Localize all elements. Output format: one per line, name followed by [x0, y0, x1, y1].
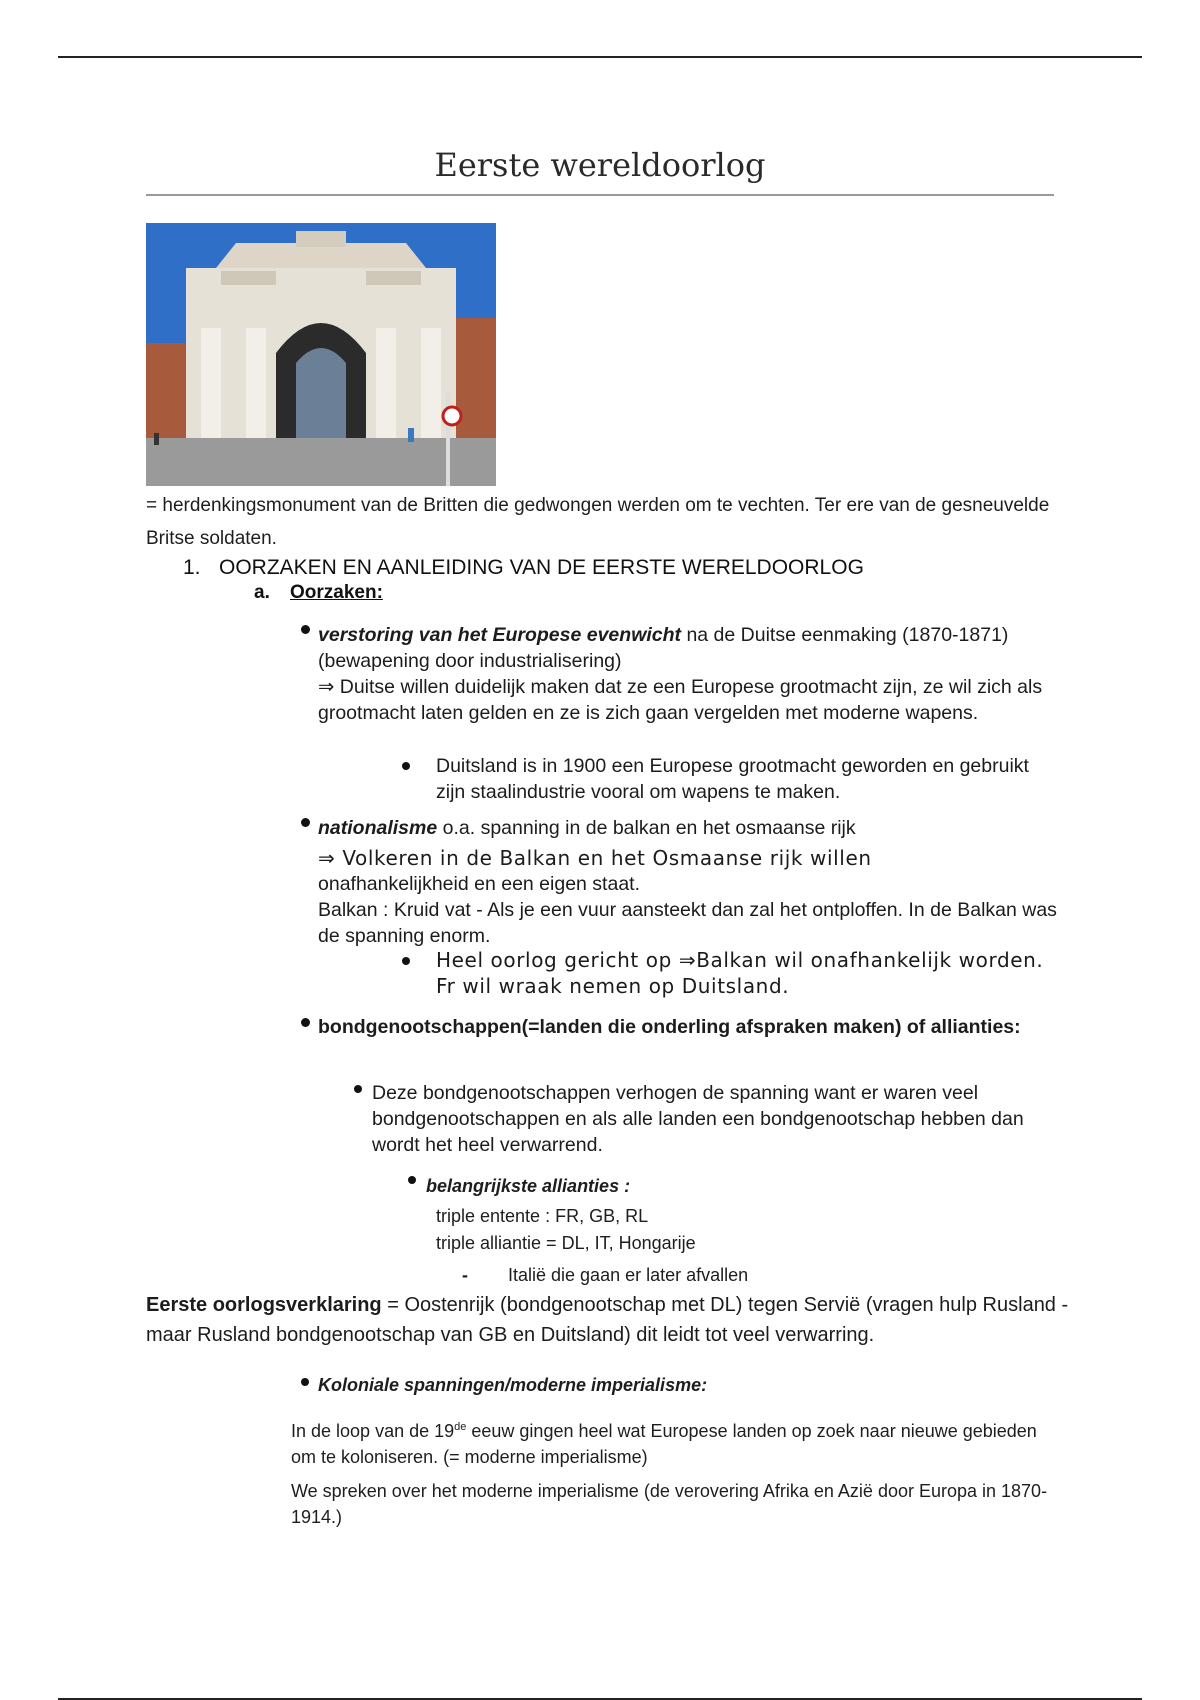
cause-bondgenootschappen: bondgenootschappen(=landen die onderling afspraken maken) of allianties:: [318, 1016, 1021, 1038]
cause-nationalisme-arrow-a: ⇒ Volkeren in de Balkan en het Osmaanse rijk willen: [318, 846, 872, 870]
bullet-icon: [402, 762, 410, 770]
cause-evenwicht: [318, 622, 1058, 726]
bullet-icon: [301, 1378, 309, 1386]
bullet-icon: [408, 1176, 416, 1184]
cause-nationalisme-balkan: Balkan : Kruid vat - Als je een vuur aansteekt dan zal het ontploffen. In de Balkan was de spanning enorm.: [318, 899, 1057, 947]
dash-marker: -: [462, 1265, 468, 1285]
header-rule: [58, 56, 1142, 58]
cause-koloniaal: Koloniale spanningen/moderne imperialisme:: [318, 1375, 708, 1395]
declaration-rest: = Oostenrijk (bondgenootschap met DL) tegen Servië (vragen hulp Rusland - maar Rusland bondgenootschap van GB en Duitsland) dit leidt tot veel verwarring.: [146, 1294, 1069, 1346]
bullet-icon: [301, 1018, 310, 1027]
cause-nationalisme-sub: Heel oorlog gericht op ⇒Balkan wil onafhankelijk worden. Fr wil wraak nemen op Duitsland.: [436, 948, 1044, 998]
bullet-icon: [301, 818, 310, 827]
photo-caption: = herdenkingsmonument van de Britten die gedwongen werden om te vechten. Ter ere van de gesneuvelde Britse soldaten.: [146, 495, 1050, 549]
bullet-icon: [301, 625, 310, 634]
cause-nationalisme-arrow-b: onafhankelijkheid en een eigen staat.: [318, 873, 640, 895]
koloniaal-paragraph-1: [291, 1414, 1061, 1470]
cause-evenwicht-rest: na de Duitse eenmaking (1870-1871) (bewapening door industrialisering): [318, 624, 1009, 672]
cause-evenwicht-bold: verstoring van het Europese evenwicht: [318, 624, 682, 646]
subsection-title: Oorzaken:: [290, 582, 383, 603]
bullet-icon: [402, 957, 410, 965]
first-war-declaration: [146, 1290, 1076, 1350]
triple-entente: triple entente : FR, GB, RL: [436, 1206, 649, 1226]
key-alliances-label: belangrijkste allianties :: [426, 1176, 631, 1196]
cause-nationalisme-bold: nationalisme: [318, 817, 438, 839]
cause-evenwicht-sub: Duitsland is in 1900 een Europese grootmacht geworden en gebruikt zijn staalindustrie vooral om wapens te maken.: [436, 755, 1029, 803]
cause-evenwicht-line: [318, 622, 1058, 674]
koloniaal-p1-a: In de loop van de 19: [291, 1421, 455, 1441]
page-title: Eerste wereldoorlog: [434, 146, 766, 184]
koloniaal-p1-b: eeuw gingen heel wat Europese landen op zoek naar nieuwe gebieden om te koloniseren. (= moderne imperialisme): [291, 1421, 1037, 1467]
section-heading: [183, 556, 864, 580]
bullet-icon: [354, 1085, 362, 1093]
cause-nationalisme-rest: o.a. spanning in de balkan en het osmaanse rijk: [437, 817, 856, 839]
declaration-bold: Eerste oorlogsverklaring: [146, 1294, 382, 1316]
subsection-heading: [254, 582, 383, 604]
cause-evenwicht-arrow: ⇒ Duitse willen duidelijk maken dat ze een Europese grootmacht zijn, ze wil zich als grootmacht laten gelden en ze is zich gaan vergelden met moderne wapens.: [318, 676, 1043, 724]
cause-bondgenootschappen-sub: Deze bondgenootschappen verhogen de spanning want er waren veel bondgenootschappen en als alle landen een bondgenootschap hebben dan wordt het heel verwarrend.: [372, 1082, 1024, 1156]
section-number: 1.: [183, 556, 201, 579]
cause-nationalisme: [318, 815, 1058, 949]
italy-note: Italië die gaan er later afvallen: [508, 1265, 749, 1285]
cause-nationalisme-line: [318, 815, 1058, 841]
title-underline: [146, 194, 1054, 196]
triple-alliantie: triple alliantie = DL, IT, Hongarije: [436, 1233, 696, 1253]
section-title: OORZAKEN EN AANLEIDING VAN DE EERSTE WERELDOORLOG: [219, 556, 864, 579]
koloniaal-paragraph-2: We spreken over het moderne imperialisme (de verovering Afrika en Azië door Europa in 1870-1914.): [291, 1481, 1048, 1527]
menin-gate-photo: [146, 223, 496, 486]
subsection-letter: a.: [254, 582, 270, 603]
koloniaal-p1-sup: de: [454, 1421, 467, 1433]
